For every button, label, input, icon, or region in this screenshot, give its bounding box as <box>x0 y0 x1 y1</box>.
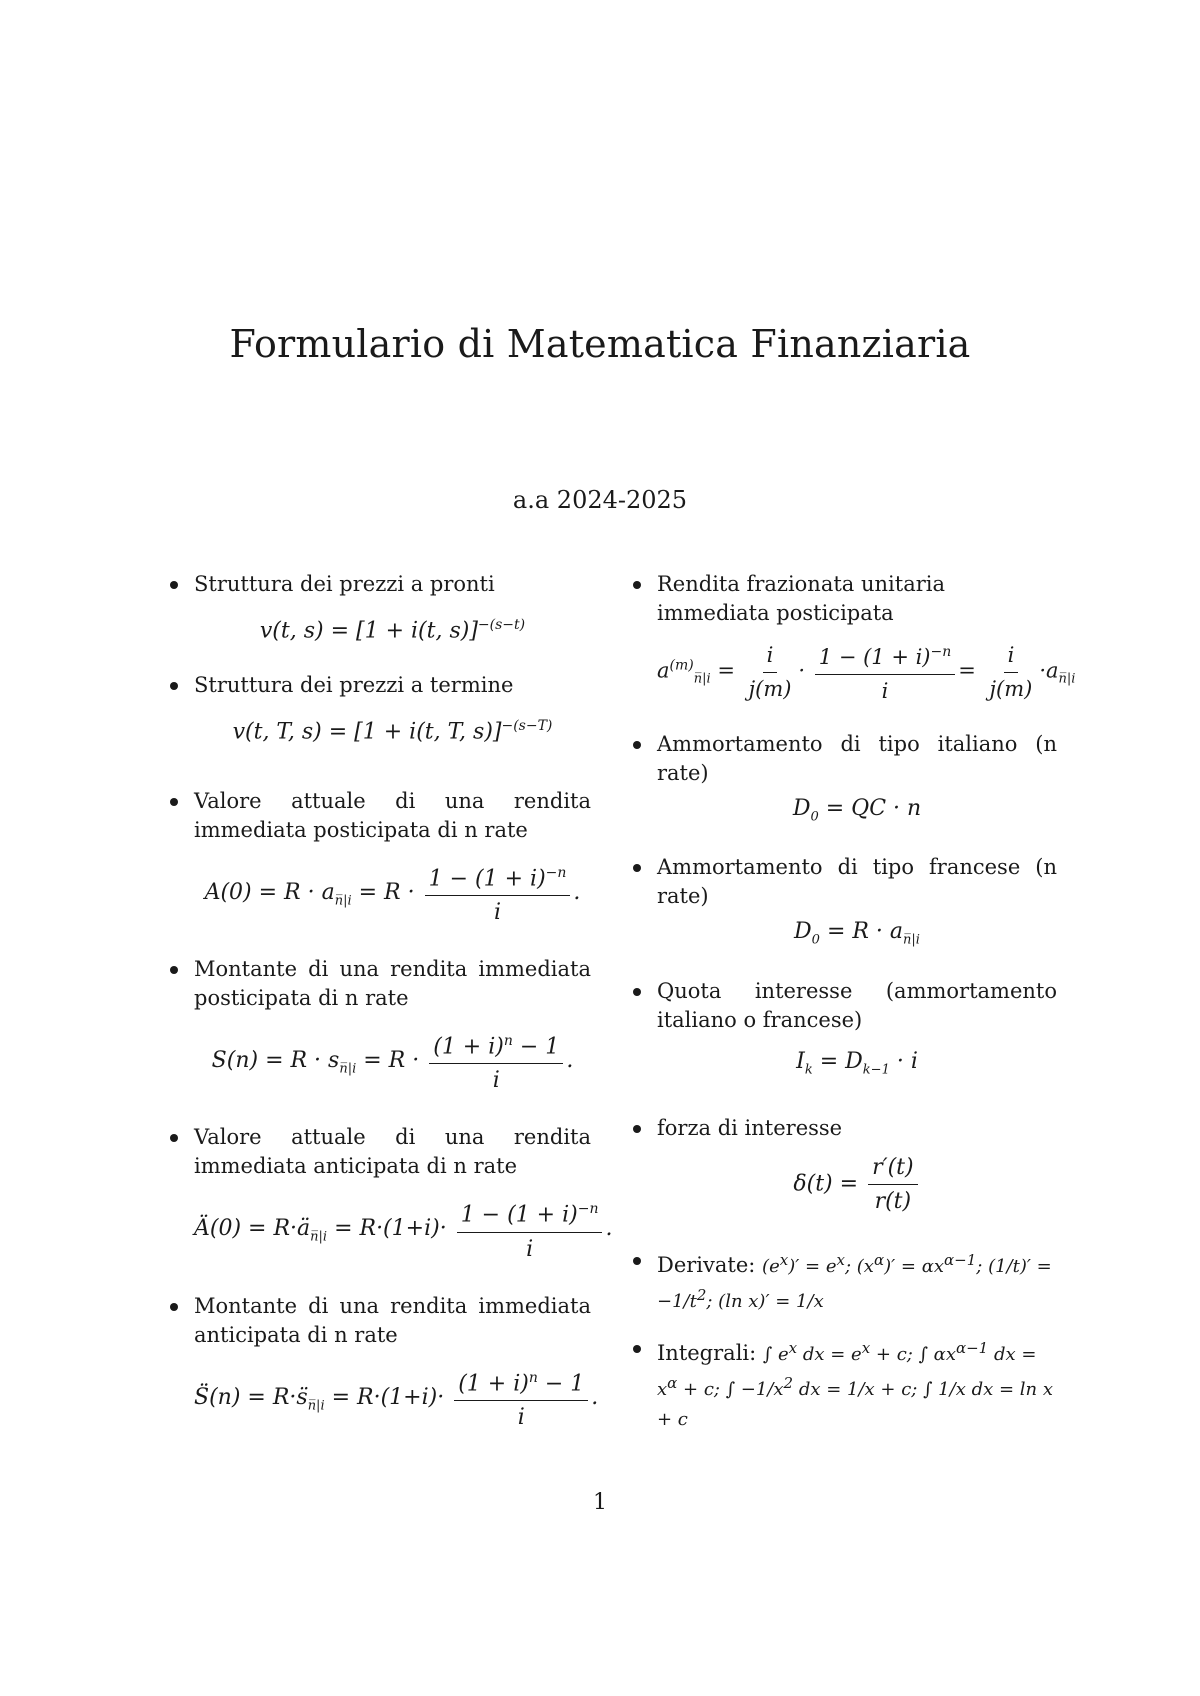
item-label: Montante di una rendita immediata posticipata di n rate <box>194 956 591 1010</box>
list-item <box>629 1246 1057 1316</box>
item-label: Struttura dei prezzi a termine <box>194 673 514 698</box>
item-label: Ammortamento di tipo italiano (n rate) <box>657 732 1057 785</box>
right-column <box>629 570 1076 1434</box>
bullet-icon <box>170 581 178 589</box>
list-item <box>166 787 591 927</box>
item-label: Valore attuale di una rendita immediata posticipata di n rate <box>194 788 591 842</box>
item-label: Struttura dei prezzi a pronti <box>194 572 495 596</box>
bullet-icon <box>170 682 178 690</box>
list-item <box>629 977 1057 1084</box>
formula: $(e^x)' = e^x$; $(x^\alpha)' = \alpha x^{\alpha-1}$; $(1/t)' = -1/t^2$; (ln x)′ = 1/x <box>657 1251 1052 1313</box>
bullet-icon <box>170 1134 178 1142</box>
academic-year: a.a 2024-2025 <box>512 486 688 514</box>
formula: v(t, T, s) = [1 + i(t, T, s)]$^{-(s-T)}$ <box>232 718 553 745</box>
left-column <box>166 570 613 1432</box>
list-item <box>166 1292 599 1432</box>
formula: Ä(0) = $R\cdot ä_{n̅|i} = R\cdot(1+i)\cdot$ $\frac{1 - (1 + i)^{-n}}{i}$ . <box>194 1195 591 1263</box>
bullet-icon <box>633 581 641 589</box>
bullet-icon <box>633 988 641 996</box>
bullet-icon <box>170 798 178 806</box>
formula: $D_0 = R \cdot a_{n̅|i}$ <box>794 919 920 948</box>
bullet-icon <box>633 741 641 749</box>
bullet-icon <box>633 1345 641 1353</box>
formula: $I_k = D_{k-1} \cdot i$ <box>796 1048 918 1078</box>
list-item <box>629 730 1057 831</box>
bullet-icon <box>170 966 178 974</box>
formula: $a^{(m)}_{n̅|i}$ = $\frac{i}{j(m)}$ · $\frac{1 - (1 + i)^{-n}}{i}$ = $\frac{i}{j(m)}$ $\cdot a_{n̅|i}$ <box>657 638 1057 706</box>
item-label: Integrali: <box>657 1341 757 1366</box>
list-item <box>629 1114 1057 1216</box>
formula: $A(0) = R \cdot a_{n̅|i} = R$ · $\frac{1 - (1 + i)^{-n}}{i}$ . <box>194 859 591 927</box>
formula: $D_0$ = QC · n <box>792 796 922 825</box>
list-item <box>166 570 591 645</box>
formula: $S(n) = R \cdot s_{n̅|i} = R$ · $\frac{(1 + i)^n - 1}{i}$ . <box>194 1027 591 1095</box>
item-label: Derivate: <box>657 1253 756 1278</box>
list-item <box>629 853 1057 954</box>
item-label: Montante di una rendita immediata anticipata di n rate <box>194 1293 591 1347</box>
list-item <box>166 955 591 1095</box>
bullet-icon <box>170 1303 178 1311</box>
list-item <box>166 671 591 746</box>
formula: v(t, s) = [1 + i(t, s)]$^{-(s-t)}$ <box>259 617 526 644</box>
formula: δ(t) = $\frac{r'(t)}{r(t)}$ <box>657 1153 1057 1216</box>
item-label: Rendita frazionata unitaria immediata posticipata <box>657 572 945 625</box>
page-number: 1 <box>593 1490 607 1515</box>
bullet-icon <box>633 1125 641 1133</box>
formula: ∫ $e^x$ dx = $e^x + c$; ∫ $\alpha x^{\alpha-1}$ dx = $x^\alpha + c$; ∫ $-1/x^2$ dx = 1/x + c; ∫ 1/x dx = ln x + c <box>657 1339 1053 1431</box>
list-item <box>629 570 1076 706</box>
list-item <box>166 1123 613 1263</box>
list-item <box>629 1334 1057 1434</box>
bullet-icon <box>633 864 641 872</box>
formula: S̈(n) = $R\cdot s̈_{n̅|i} = R\cdot(1+i)\cdot$ $\frac{(1 + i)^n - 1}{i}$ . <box>194 1364 591 1432</box>
bullet-icon <box>633 1257 641 1265</box>
item-label: forza di interesse <box>657 1116 843 1141</box>
document-title: Formulario di Matematica Finanziaria <box>229 322 971 366</box>
item-label: Valore attuale di una rendita immediata anticipata di n rate <box>194 1125 591 1179</box>
item-label: Quota interesse (ammortamento italiano o francese) <box>657 978 1057 1032</box>
item-label: Ammortamento di tipo francese (n rate) <box>657 855 1057 909</box>
